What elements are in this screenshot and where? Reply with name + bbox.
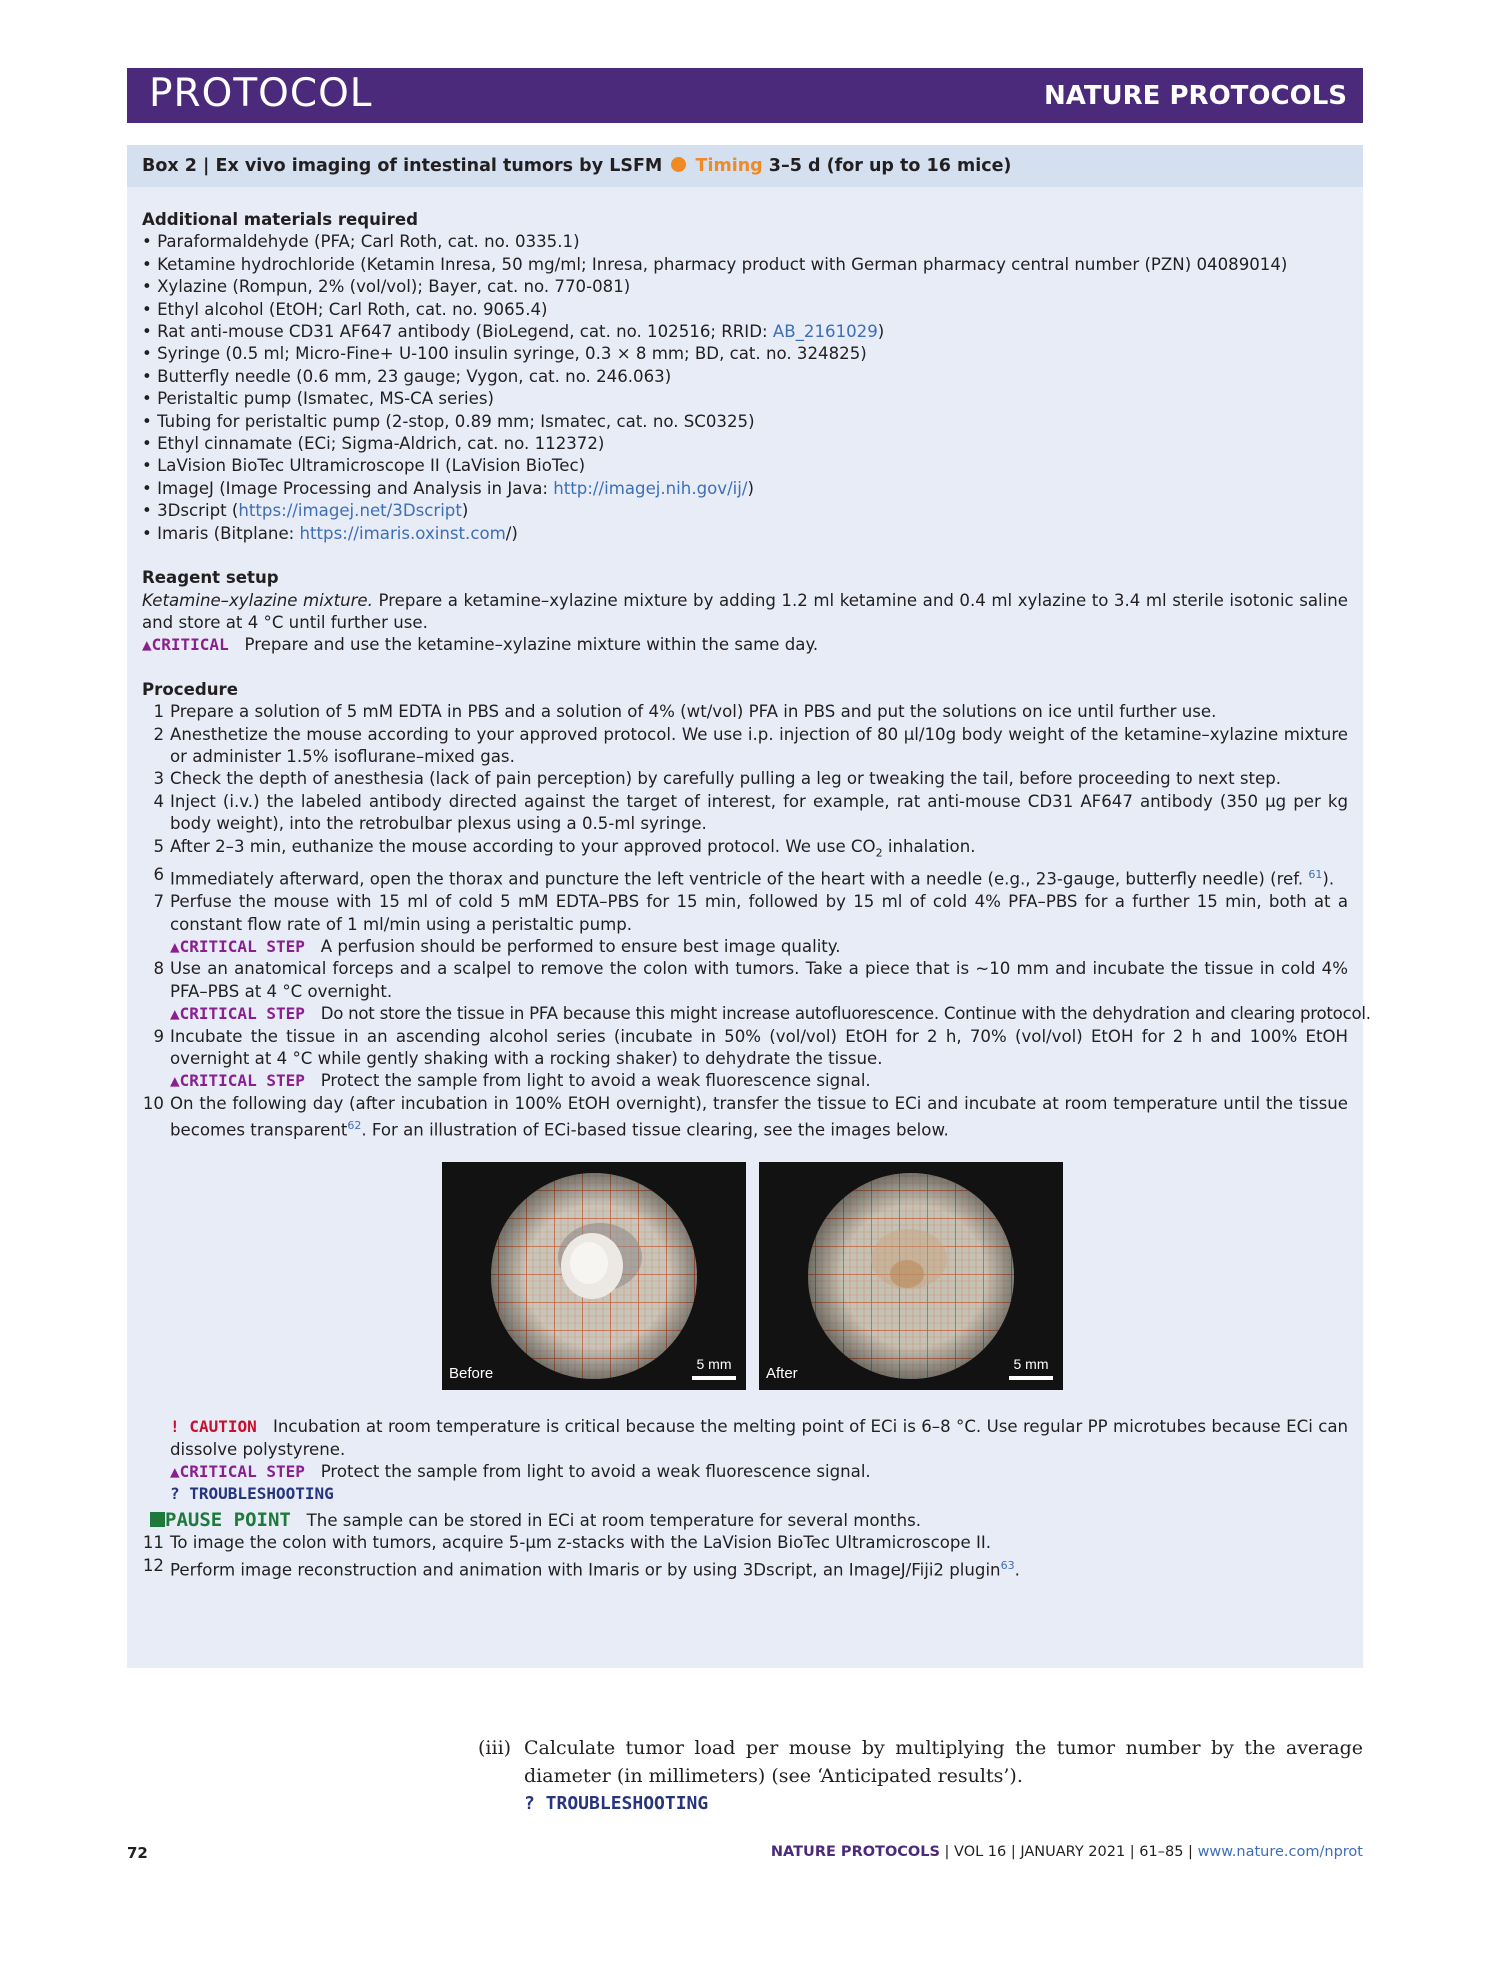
step-8: 8 Use an anatomical forceps and a scalpel to remove the colon with tumors. Take a piece that is ~10 mm and incubate the tissue in cold 4% PFA–PBS at 4 °C overnight. <box>153 959 1348 1001</box>
list-item: • Butterfly needle (0.6 mm, 23 gauge; Vygon, cat. no. 246.063) <box>142 366 672 386</box>
step-11: 11 To image the colon with tumors, acquire 5-µm z-stacks with the LaVision BioTec Ultramicroscope II. <box>142 1533 992 1553</box>
list-item: • 3Dscript (https://imagej.net/3Dscript) <box>142 501 469 521</box>
before-label: Before <box>449 1364 494 1382</box>
step-10: 10 On the following day (after incubation in 100% EtOH overnight), transfer the tissue to ECi and incubate at room temperature until the tissue becomes transparent$^{62}$. For an illustration of ECi-based tissue clearing, see the images below. <box>142 1093 1348 1140</box>
procedure-steps <box>142 701 1371 1581</box>
materials-heading: Additional materials required <box>142 210 419 229</box>
materials-list <box>142 231 1348 545</box>
box-2 <box>127 145 1371 1668</box>
procedure-heading: Procedure <box>142 679 238 699</box>
timing-dot-icon <box>671 157 686 172</box>
list-item: • Syringe (0.5 ml; Micro-Fine+ U-100 insulin syringe, 0.3 × 8 mm; BD, cat. no. 324825) <box>142 344 867 364</box>
section-label: PROTOCOL <box>149 71 373 116</box>
page-header <box>127 68 1363 123</box>
list-item: • Ethyl alcohol (EtOH; Carl Roth, cat. no. 9065.4) <box>142 299 548 319</box>
list-item: • LaVision BioTec Ultramicroscope II (LaVision BioTec) <box>142 456 586 476</box>
journal-label: NATURE PROTOCOLS <box>1043 81 1347 111</box>
pause-point: PAUSE POINT The sample can be stored in ECi at room temperature for several months. <box>142 1509 1348 1532</box>
step-12: 12 Perform image reconstruction and animation with Imaris or by using 3Dscript, an ImageJ/Fiji2 plugin$^{63}$. <box>142 1555 1020 1580</box>
ref-62-link[interactable]: 62 <box>347 1119 362 1133</box>
ref-63-link[interactable]: 63 <box>1000 1558 1015 1572</box>
figure-after <box>759 1162 1063 1390</box>
rrid-link[interactable]: AB_2161029 <box>772 322 878 342</box>
timing-label: Timing <box>695 156 763 176</box>
reagent-critical: ▲CRITICAL Prepare and use the ketamine–xylazine mixture within the same day. <box>142 635 819 655</box>
critical-label: ▲CRITICAL <box>142 635 229 655</box>
step-4: 4 Inject (i.v.) the labeled antibody directed against the target of interest, for example, rat anti-mouse CD31 AF647 antibody (350 µg per kg body weight), into the retrobulbar plexus using a 0.5-ml syringe. <box>153 791 1348 834</box>
troubleshooting-link[interactable]: ? TROUBLESHOOTING <box>170 1484 334 1504</box>
journal-url-link[interactable]: www.nature.com/nprot <box>1197 1844 1363 1860</box>
list-item: • ImageJ (Image Processing and Analysis in Java: http://imagej.nih.gov/ij/) <box>142 478 754 498</box>
figure-before <box>442 1162 746 1390</box>
box-content <box>142 209 1371 1582</box>
step-9: 9 Incubate the tissue in an ascending alcohol series (incubate in 50% (vol/vol) EtOH for 2 h, 70% (vol/vol) EtOH for 2 h and 100% EtOH overnight at 4 °C while gently shaking with a rocking shaker) to dehydrate the tissue. <box>153 1026 1348 1069</box>
list-item: • Ethyl cinnamate (ECi; Sigma-Aldrich, cat. no. 112372) <box>142 434 605 454</box>
step-number: (iii) <box>478 1737 512 1759</box>
after-label: After <box>766 1364 798 1382</box>
list-item: • Ketamine hydrochloride (Ketamin Inresa, 50 mg/ml; Inresa, pharmacy product with German pharmacy central number (PZN) 04089014) <box>142 254 1288 274</box>
box-title-bar <box>127 145 1363 187</box>
imagej-link[interactable]: http://imagej.nih.gov/ij/ <box>553 478 748 498</box>
ref-61-link[interactable]: 61 <box>1308 868 1323 882</box>
step-3: 3 Check the depth of anesthesia (lack of pain perception) by carefully pulling a leg or tweaking the tail, before proceeding to next step. <box>153 769 1282 789</box>
step-1: 1 Prepare a solution of 5 mM EDTA in PBS and a solution of 4% (wt/vol) PFA in PBS and put the solutions on ice until further use. <box>153 702 1217 722</box>
list-item: • Xylazine (Rompun, 2% (vol/vol); Bayer, cat. no. 770-081) <box>142 277 631 297</box>
3dscript-link[interactable]: https://imagej.net/3Dscript <box>238 501 462 521</box>
step-7-critical: ▲CRITICAL STEP A perfusion should be performed to ensure best image quality. <box>170 937 841 957</box>
reagent-heading: Reagent setup <box>142 568 279 588</box>
list-item: • Peristaltic pump (Ismatec, MS-CA series) <box>142 389 494 409</box>
caution-note: ! CAUTION Incubation at room temperature is critical because the melting point of ECi is 6–8 °C. Use regular PP microtubes because ECi can dissolve polystyrene. <box>170 1417 1349 1459</box>
troubleshooting-link[interactable]: ? TROUBLESHOOTING <box>524 1793 709 1814</box>
list-item: • Imaris (Bitplane: https://imaris.oxinst.com/) <box>142 523 518 543</box>
imaris-link[interactable]: https://imaris.oxinst.com <box>299 523 506 543</box>
step-9-critical: ▲CRITICAL STEP Protect the sample from light to avoid a weak fluorescence signal. <box>170 1071 871 1091</box>
clearing-figure <box>142 1162 1348 1416</box>
step-7: 7 Perfuse the mouse with 15 ml of cold 5 mM EDTA–PBS for 15 min, followed by 15 ml of cold 4% PFA–PBS for a further 15 min, both at a constant flow rate of 1 ml/min using a peristaltic pump. <box>153 892 1348 934</box>
step-8-critical: ▲CRITICAL STEP Do not store the tissue in PFA because this might increase autofluorescence. Continue with the dehydration and clearing protocol. <box>170 1004 1371 1024</box>
box-title: Box 2 | Ex vivo imaging of intestinal tumors by LSFM Timing 3–5 d (for up to 16 mice) <box>142 156 1012 176</box>
list-item: • Rat anti-mouse CD31 AF647 antibody (BioLegend, cat. no. 102516; RRID: AB_2161029) <box>142 322 885 342</box>
scale-bar: 5 mm <box>692 1353 736 1380</box>
scale-bar: 5 mm <box>1009 1353 1053 1380</box>
step-text: Calculate tumor load per mouse by multiplying the tumor number by the average diameter (in millimeters) (see ‘Anticipated results’). ? TROUBLESHOOTING <box>524 1734 1363 1818</box>
step-2: 2 Anesthetize the mouse according to your approved protocol. We use i.p. injection of 80 µl/10g body weight of the ketamine–xylazine mixture or administer 1.5% isoflurane–mixed gas. <box>153 724 1348 766</box>
step-5: 5 After 2–3 min, euthanize the mouse according to your approved protocol. We use $CO_2$ inhalation. <box>153 836 976 859</box>
step-6: 6 Immediately afterward, open the thorax and puncture the left ventricle of the heart with a needle (e.g., 23-gauge, butterfly needle) (ref. $^{61}$). <box>153 865 1335 889</box>
list-item: • Paraformaldehyde (PFA; Carl Roth, cat. no. 0335.1) <box>142 232 580 252</box>
footer-citation: NATURE PROTOCOLS | VOL 16 | JANUARY 2021 | 61–85 | www.nature.com/nprot <box>770 1844 1363 1860</box>
timing-value: 3–5 d (for up to 16 mice) <box>768 156 1012 176</box>
step-10-critical: ▲CRITICAL STEP Protect the sample from light to avoid a weak fluorescence signal. <box>170 1462 871 1482</box>
list-item: • Tubing for peristaltic pump (2-stop, 0.89 mm; Ismatec, cat. no. SC0325) <box>142 411 755 431</box>
page-number: 72 <box>127 1844 148 1862</box>
pause-icon <box>150 1512 165 1527</box>
reagent-text: Ketamine–xylazine mixture. Prepare a ketamine–xylazine mixture by adding 1.2 ml ketamine and 0.4 ml xylazine to 3.4 ml sterile isotonic saline and store at 4 °C until further use. <box>142 590 1348 632</box>
